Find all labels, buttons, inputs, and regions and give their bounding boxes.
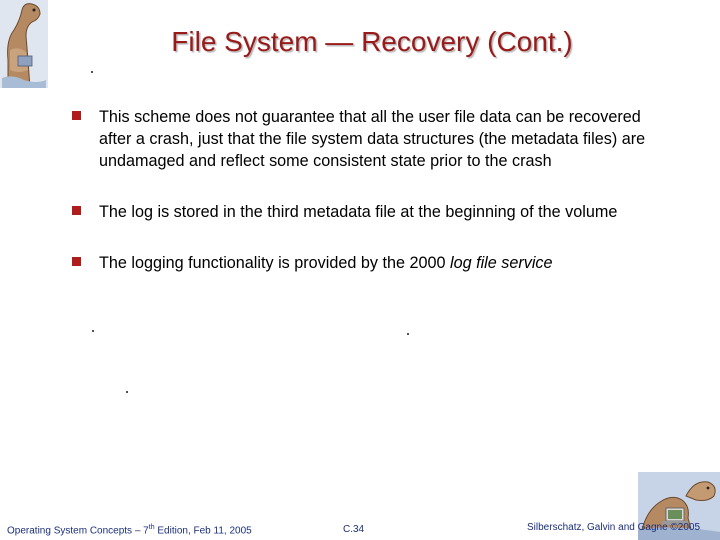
bullet-italic-text: log file service (449, 254, 553, 272)
stray-dot (126, 391, 128, 393)
bullet-text: The logging functionality is provided by the 2000 (99, 254, 450, 272)
bullet-text: The log is stored in the third metadata file at the beginning of the volume (99, 203, 618, 221)
bullet-list (70, 106, 650, 274)
bullet-item (70, 106, 650, 172)
bullet-item (70, 252, 650, 274)
bullet-item (70, 201, 650, 223)
footer-copyright: Silberschatz, Galvin and Gagne ©2005 (527, 522, 701, 533)
footer-book-title: Operating System Concepts – 7th Edition, Feb 11, 2005 (7, 524, 252, 537)
bullet-text: This scheme does not guarantee that all the user file data can be recovered after a crash, just that the file system data structures (the metadata files) are undamaged and reflect some consistent state prior to the crash (99, 108, 646, 170)
square-bullet-icon (72, 257, 81, 266)
square-bullet-icon (72, 206, 81, 215)
stray-dot (91, 71, 93, 73)
stray-dot (92, 330, 94, 332)
slide-title: File System — Recovery (Cont.) (171, 26, 573, 57)
stray-dot (407, 333, 409, 335)
square-bullet-icon (72, 111, 81, 120)
footer-page-number: C.34 (343, 524, 365, 535)
